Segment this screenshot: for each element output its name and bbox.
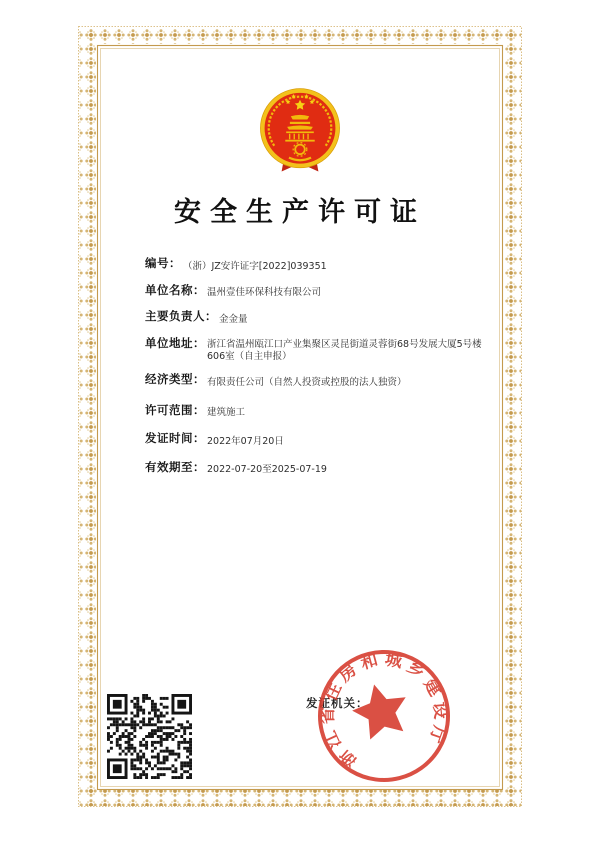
- field-label: 经济类型：: [145, 374, 205, 386]
- field-label: 单位地址：: [145, 337, 205, 350]
- field-value: 浙江省温州瓯江口产业集聚区灵昆街道灵蓉街68号发展大厦5号楼606室（自主申报）: [207, 339, 482, 362]
- official-seal: [296, 640, 476, 805]
- field-row-unit-address: [145, 338, 485, 363]
- field-label: 单位名称：: [145, 284, 205, 297]
- certificate-title: 安全生产许可证: [174, 197, 426, 227]
- field-value: 温州壹佳环保科技有限公司: [207, 287, 322, 298]
- field-row-issue-date: [145, 433, 485, 448]
- certificate-fields: [145, 258, 485, 488]
- national-emblem-icon: [254, 84, 346, 178]
- field-value: （浙）JZ安许证字[2022]039351: [183, 260, 327, 272]
- seal-text: 浙江省住房和城乡建设厅: [317, 649, 451, 772]
- field-value: 金金量: [219, 313, 248, 325]
- field-row-validity-period: [145, 462, 485, 477]
- field-value: 建筑施工: [207, 407, 246, 418]
- field-label: 主要负责人：: [145, 311, 217, 323]
- field-row-unit-name: [145, 285, 485, 300]
- field-row-number: [145, 258, 485, 273]
- field-row-permit-scope: [145, 405, 485, 420]
- field-label: 编号：: [145, 258, 181, 270]
- field-row-responsible-person: [145, 311, 485, 326]
- seal-star-icon: [347, 678, 413, 742]
- field-row-economic-type: [145, 374, 485, 389]
- field-label: 发证时间：: [145, 433, 205, 445]
- field-value: 2022-07-20至2025-07-19: [207, 464, 327, 475]
- field-value: 2022年07月20日: [207, 435, 284, 447]
- field-value: 有限责任公司（自然人投资或控股的法人独资）: [207, 376, 407, 388]
- verification-qr-code-icon: [107, 694, 192, 779]
- field-label: 许可范围：: [145, 404, 205, 417]
- field-label: 有效期至：: [145, 461, 205, 474]
- issuer-label: 发证机关：: [306, 698, 369, 710]
